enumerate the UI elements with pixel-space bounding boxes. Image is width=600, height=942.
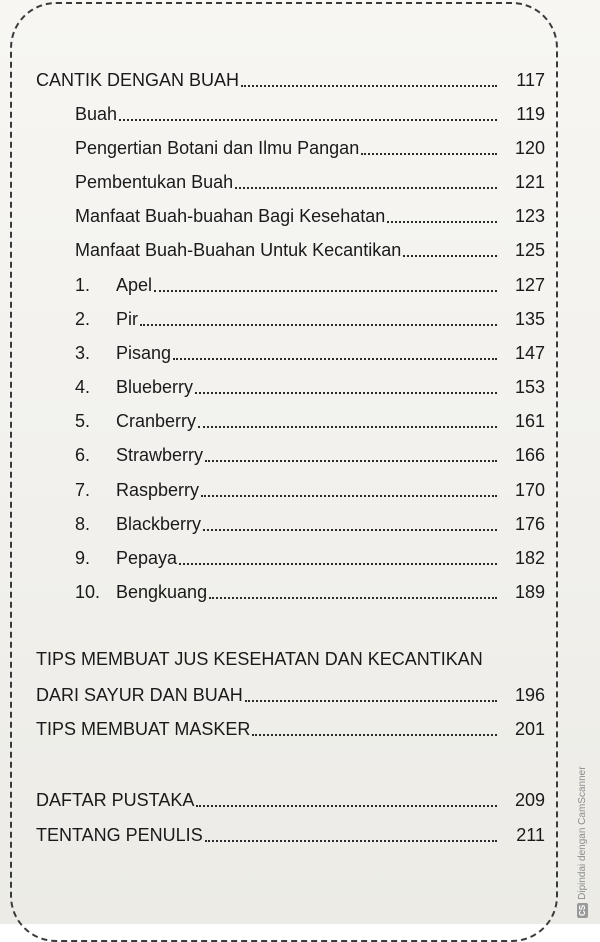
- toc-entry-daftar-pustaka: [36, 783, 545, 811]
- toc-entry-page: 211: [516, 825, 545, 845]
- toc-entry-blueberry: [75, 370, 545, 398]
- dot-leader: [205, 460, 497, 462]
- toc-entry-title: Apel: [116, 275, 153, 295]
- scanner-watermark: [577, 766, 588, 918]
- toc-entry-title: Manfaat Buah-Buahan Untuk Kecantikan: [75, 240, 402, 260]
- dot-leader: [387, 221, 497, 223]
- dot-leader: [201, 495, 497, 497]
- toc-entry-raspberry: [75, 473, 545, 501]
- toc-entry-number: 8.: [75, 514, 91, 534]
- toc-entry-title: Buah: [75, 104, 118, 124]
- dot-leader: [235, 187, 497, 189]
- toc-entry-number: 7.: [75, 480, 91, 500]
- toc-entry-pembentukan-buah: [75, 165, 545, 193]
- dot-leader: [403, 255, 497, 257]
- dot-leader: [195, 392, 497, 394]
- toc-entry-blackberry: [75, 507, 545, 535]
- toc-entry-pisang: [75, 336, 545, 364]
- dot-leader: [196, 805, 497, 807]
- toc-entry-page: 176: [514, 514, 545, 534]
- toc-entry-title: Bengkuang: [116, 582, 208, 602]
- toc-entry-strawberry: [75, 438, 545, 466]
- toc-entry-number: 10.: [75, 582, 101, 602]
- dot-leader: [179, 563, 497, 565]
- toc-entry-tips-jus: [36, 678, 545, 706]
- dot-leader: [209, 597, 497, 599]
- dot-leader: [140, 324, 497, 326]
- toc-entry-page: 119: [516, 104, 545, 124]
- toc-entry-page: 166: [514, 445, 545, 465]
- toc-entry-title: TENTANG PENULIS: [36, 825, 203, 845]
- toc-entry-page: 135: [514, 309, 545, 329]
- toc-entry-number: 2.: [75, 309, 91, 329]
- dot-leader: [205, 840, 497, 842]
- toc-entry-title: Pepaya: [116, 548, 178, 568]
- toc-entry-page: 196: [514, 685, 545, 705]
- dot-leader: [361, 153, 497, 155]
- toc-entry-page: 147: [514, 343, 545, 363]
- dot-leader: [198, 426, 497, 428]
- toc-entry-buah: [75, 97, 545, 125]
- dot-leader: [203, 529, 497, 531]
- toc-entry-page: 209: [514, 790, 545, 810]
- toc-entry-tips-masker: [36, 712, 545, 740]
- toc-entry-title: DARI SAYUR DAN BUAH: [36, 685, 243, 705]
- toc-entry-title: Raspberry: [116, 480, 200, 500]
- toc-entry-number: 6.: [75, 445, 91, 465]
- toc-entry-title: Pisang: [116, 343, 172, 363]
- toc-entry-title: Pengertian Botani dan Ilmu Pangan: [75, 138, 360, 158]
- dot-leader: [154, 290, 497, 292]
- toc-entry-page: 120: [514, 138, 545, 158]
- toc-entry-page: 127: [514, 275, 545, 295]
- toc-entry-title: Pembentukan Buah: [75, 172, 234, 192]
- toc-entry-pengertian-botani: [75, 131, 545, 159]
- toc-entry-tips-jus-line1: TIPS MEMBUAT JUS KESEHATAN DAN KECANTIKAN: [36, 649, 483, 669]
- toc-entry-bengkuang: [75, 575, 545, 603]
- toc-entry-title: DAFTAR PUSTAKA: [36, 790, 195, 810]
- toc-entry-page: 189: [514, 582, 545, 602]
- toc-entry-page: 153: [514, 377, 545, 397]
- dot-leader: [252, 734, 497, 736]
- toc-entry-page: 170: [514, 480, 545, 500]
- toc-entry-title: Strawberry: [116, 445, 204, 465]
- dot-leader: [173, 358, 497, 360]
- toc-entry-page: 125: [514, 240, 545, 260]
- camscanner-logo-icon: CS: [578, 904, 587, 916]
- toc-entry-page: 121: [514, 172, 545, 192]
- toc-entry-title: Blueberry: [116, 377, 194, 397]
- toc-entry-page: 117: [516, 70, 545, 90]
- toc-entry-number: 3.: [75, 343, 91, 363]
- toc-entry-title: CANTIK DENGAN BUAH: [36, 70, 240, 90]
- toc-entry-title: Blackberry: [116, 514, 202, 534]
- toc-entry-number: 1.: [75, 275, 91, 295]
- toc-entry-manfaat-kecantikan: [75, 233, 545, 261]
- toc-entry-title: Pir: [116, 309, 138, 329]
- toc-entry-manfaat-kesehatan: [75, 199, 545, 227]
- toc-entry-title: TIPS MEMBUAT MASKER: [36, 719, 251, 739]
- toc-entry-pir: [75, 302, 545, 330]
- dot-leader: [245, 700, 497, 702]
- toc-entry-cantik-dengan-buah: [36, 63, 545, 91]
- toc-entry-number: 9.: [75, 548, 91, 568]
- toc-entry-number: 5.: [75, 411, 91, 431]
- toc-entry-title: Manfaat Buah-buahan Bagi Kesehatan: [75, 206, 386, 226]
- toc-entry-page: 161: [514, 411, 545, 431]
- toc-entry-tentang-penulis: [36, 818, 545, 846]
- toc-entry-number: 4.: [75, 377, 91, 397]
- toc-entry-title: Cranberry: [116, 411, 197, 431]
- toc-entry-cranberry: [75, 404, 545, 432]
- toc-entry-apel: [75, 268, 545, 296]
- toc-entry-page: 123: [514, 206, 545, 226]
- dot-leader: [119, 119, 497, 121]
- toc-entry-pepaya: [75, 541, 545, 569]
- dot-leader: [241, 85, 497, 87]
- watermark-text: Dipindai dengan CamScanner: [577, 766, 588, 900]
- toc-entry-page: 201: [514, 719, 545, 739]
- toc-entry-page: 182: [514, 548, 545, 568]
